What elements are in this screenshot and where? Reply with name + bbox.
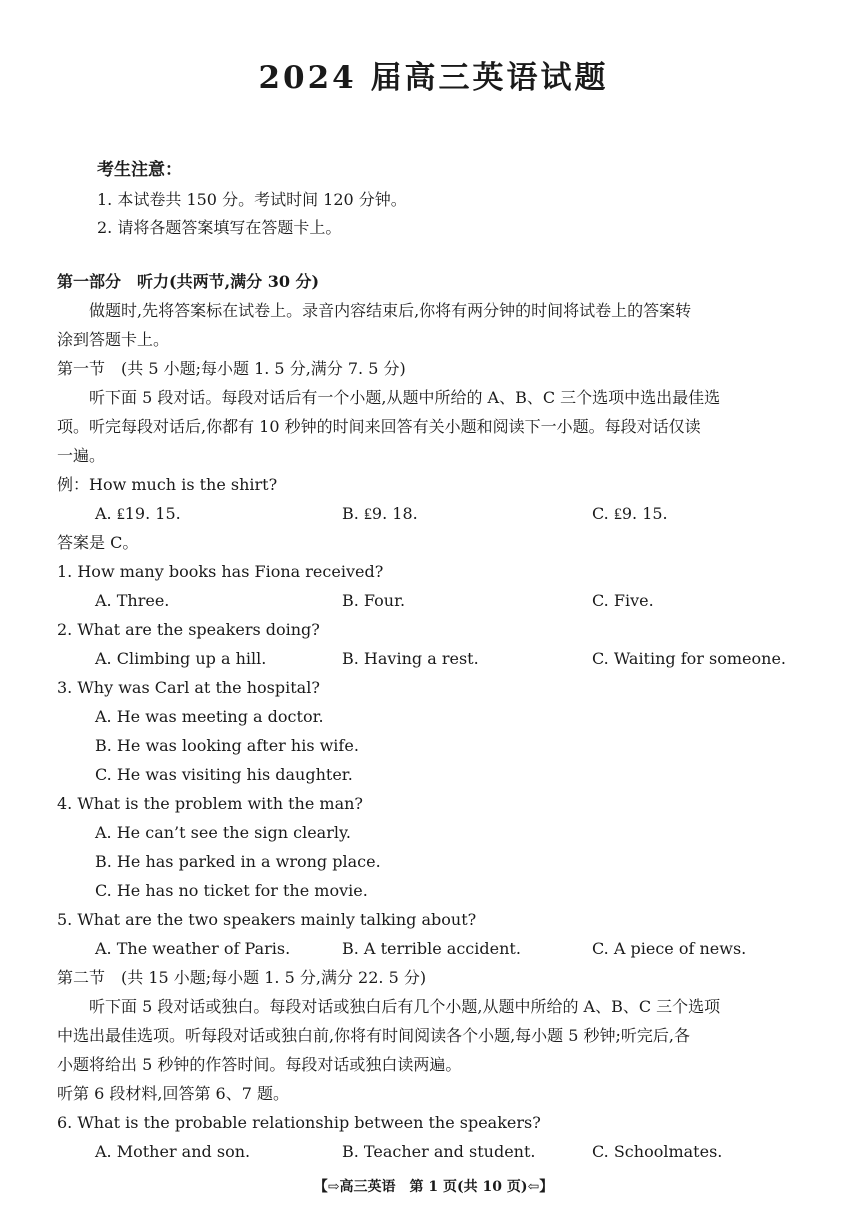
question-1: 1. How many books has Fiona received? — [57, 562, 384, 581]
option-c: C. ₤9. 15. — [592, 504, 668, 523]
section-instruction-line: 项。听完每段对话后,你都有 10 秒钟的时间来回答有关小题和阅读下一小题。每段对话仅读 — [57, 417, 701, 436]
page-footer: 【⇨高三英语 第 1 页(共 10 页)⇦】 — [313, 1179, 554, 1195]
part-intro-line: 做题时,先将答案标在试卷上。录音内容结束后,你将有两分钟的时间将试卷上的答案转 — [89, 301, 692, 320]
part-heading: 第一部分 听力(共两节,满分 30 分) — [57, 272, 320, 291]
notice-item: 2. 请将各题答案填写在答题卡上。 — [97, 218, 342, 237]
section-instruction-line: 听下面 5 段对话。每段对话后有一个小题,从题中所给的 A、B、C 三个选项中选出最佳选 — [89, 388, 721, 407]
question-2-options — [57, 644, 815, 673]
example-options — [57, 499, 815, 528]
section-instruction-line: 听下面 5 段对话或独白。每段对话或独白后有几个小题,从题中所给的 A、B、C 三个选项 — [89, 997, 721, 1016]
option-b: B. Having a rest. — [342, 649, 479, 668]
option-a: A. The weather of Paris. — [95, 939, 291, 958]
part-intro-line: 涂到答题卡上。 — [57, 330, 170, 349]
exam-content — [57, 267, 815, 1166]
option-a: A. ₤19. 15. — [95, 504, 181, 523]
option-a: A. He was meeting a doctor. — [95, 707, 324, 726]
option-c: C. He was visiting his daughter. — [95, 765, 353, 784]
section-heading: 第二节 (共 15 小题;每小题 1. 5 分,满分 22. 5 分) — [57, 968, 427, 987]
page-title: 2024 届高三英语试题 — [258, 60, 609, 96]
section-instruction-line: 一遍。 — [57, 446, 106, 465]
option-a: A. Climbing up a hill. — [95, 649, 267, 668]
question-3: 3. Why was Carl at the hospital? — [57, 678, 320, 697]
option-b: B. He was looking after his wife. — [95, 736, 359, 755]
question-5-options — [57, 934, 815, 963]
option-c: C. He has no ticket for the movie. — [95, 881, 368, 900]
question-6: 6. What is the probable relationship between the speakers? — [57, 1113, 541, 1132]
question-6-options — [57, 1137, 815, 1166]
option-c: C. A piece of news. — [592, 939, 747, 958]
material-note: 听第 6 段材料,回答第 6、7 题。 — [57, 1084, 289, 1103]
option-b: B. A terrible accident. — [342, 939, 521, 958]
question-1-options — [57, 586, 815, 615]
question-4: 4. What is the problem with the man? — [57, 794, 363, 813]
notice-item: 1. 本试卷共 150 分。考试时间 120 分钟。 — [97, 190, 407, 209]
option-a: A. Three. — [95, 591, 170, 610]
question-5: 5. What are the two speakers mainly talking about? — [57, 910, 477, 929]
option-b: B. Teacher and student. — [342, 1142, 536, 1161]
notice-heading: 考生注意： — [97, 160, 182, 180]
option-c: C. Waiting for someone. — [592, 649, 786, 668]
option-c: C. Schoolmates. — [592, 1142, 723, 1161]
section-instruction-line: 小题将给出 5 秒钟的作答时间。每段对话或独白读两遍。 — [57, 1055, 462, 1074]
option-b: B. ₤9. 18. — [342, 504, 418, 523]
example-answer: 答案是 C。 — [57, 533, 139, 552]
notice-block — [97, 155, 407, 242]
option-a: A. He can’t see the sign clearly. — [95, 823, 351, 842]
option-a: A. Mother and son. — [95, 1142, 251, 1161]
option-b: B. He has parked in a wrong place. — [95, 852, 381, 871]
section-heading: 第一节 (共 5 小题;每小题 1. 5 分,满分 7. 5 分) — [57, 359, 406, 378]
example-question: 例：How much is the shirt? — [57, 475, 278, 494]
option-b: B. Four. — [342, 591, 406, 610]
option-c: C. Five. — [592, 591, 654, 610]
question-2: 2. What are the speakers doing? — [57, 620, 320, 639]
section-instruction-line: 中选出最佳选项。听每段对话或独白前,你将有时间阅读各个小题,每小题 5 秒钟;听完后,各 — [57, 1026, 691, 1045]
